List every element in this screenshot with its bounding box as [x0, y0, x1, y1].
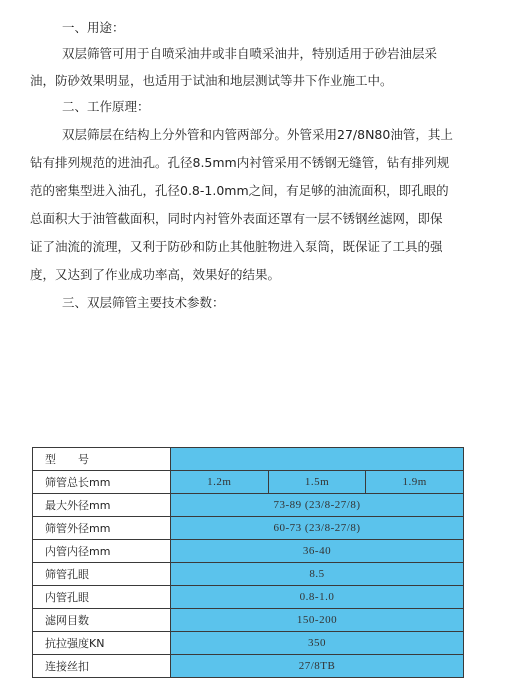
row-value: 73-89 (23/8-27/8): [171, 494, 464, 517]
table-row: [33, 586, 464, 609]
length-value: 1.2m: [171, 471, 269, 494]
section-heading-parameters: 三、双层筛管主要技术参数：: [62, 295, 225, 310]
row-value: 27/8TB: [171, 655, 464, 678]
table-row: [33, 448, 464, 471]
usage-paragraph-line: 油，防砂效果明显，也适用于试油和地层测试等井下作业施工中。: [30, 73, 393, 88]
table-row: [33, 563, 464, 586]
length-label: 筛管总长mm: [33, 471, 171, 494]
table-row: [33, 609, 464, 632]
row-label: 滤网目数: [33, 609, 171, 632]
row-label: 内管孔眼: [33, 586, 171, 609]
table-row: [33, 540, 464, 563]
section-heading-principle: 二、工作原理：: [62, 99, 150, 114]
row-label: 抗拉强度KN: [33, 632, 171, 655]
section-heading-usage: 一、用途：: [62, 20, 125, 35]
table-row: [33, 517, 464, 540]
row-value: 0.8-1.0: [171, 586, 464, 609]
principle-paragraph-line: 双层筛层在结构上分外管和内管两部分。外管采用27/8N80油管，其上: [62, 127, 453, 142]
row-label: 筛管孔眼: [33, 563, 171, 586]
principle-paragraph-line: 钻有排列规范的进油孔。孔径8.5mm内衬管采用不锈钢无缝管，钻有排列规: [30, 155, 450, 170]
table-row: [33, 494, 464, 517]
model-value: [171, 448, 464, 471]
spec-table: [32, 447, 464, 678]
row-value: 8.5: [171, 563, 464, 586]
table-row: [33, 655, 464, 678]
row-label: 筛管外径mm: [33, 517, 171, 540]
length-value: 1.9m: [366, 471, 464, 494]
principle-paragraph-line: 范的密集型进入油孔，孔径0.8-1.0mm之间，有足够的油流面积，即孔眼的: [30, 183, 449, 198]
principle-paragraph-line: 证了油流的流理，又利于防砂和防止其他脏物进入泵筒，既保证了工具的强: [30, 239, 443, 254]
row-label: 内管内径mm: [33, 540, 171, 563]
model-label: 型 号: [33, 448, 171, 471]
usage-paragraph-line: 双层筛管可用于自喷采油井或非自喷采油井，特别适用于砂岩油层采: [62, 46, 438, 61]
row-value: 60-73 (23/8-27/8): [171, 517, 464, 540]
principle-paragraph-line: 度，又达到了作业成功率高，效果好的结果。: [30, 267, 281, 282]
row-value: 36-40: [171, 540, 464, 563]
row-value: 350: [171, 632, 464, 655]
row-label: 最大外径mm: [33, 494, 171, 517]
row-value: 150-200: [171, 609, 464, 632]
length-value: 1.5m: [268, 471, 366, 494]
table-row: [33, 471, 464, 494]
principle-paragraph-line: 总面积大于油管截面积，同时内衬管外表面还罩有一层不锈钢丝滤网，即保: [30, 211, 443, 226]
row-label: 连接丝扣: [33, 655, 171, 678]
table-row: [33, 632, 464, 655]
